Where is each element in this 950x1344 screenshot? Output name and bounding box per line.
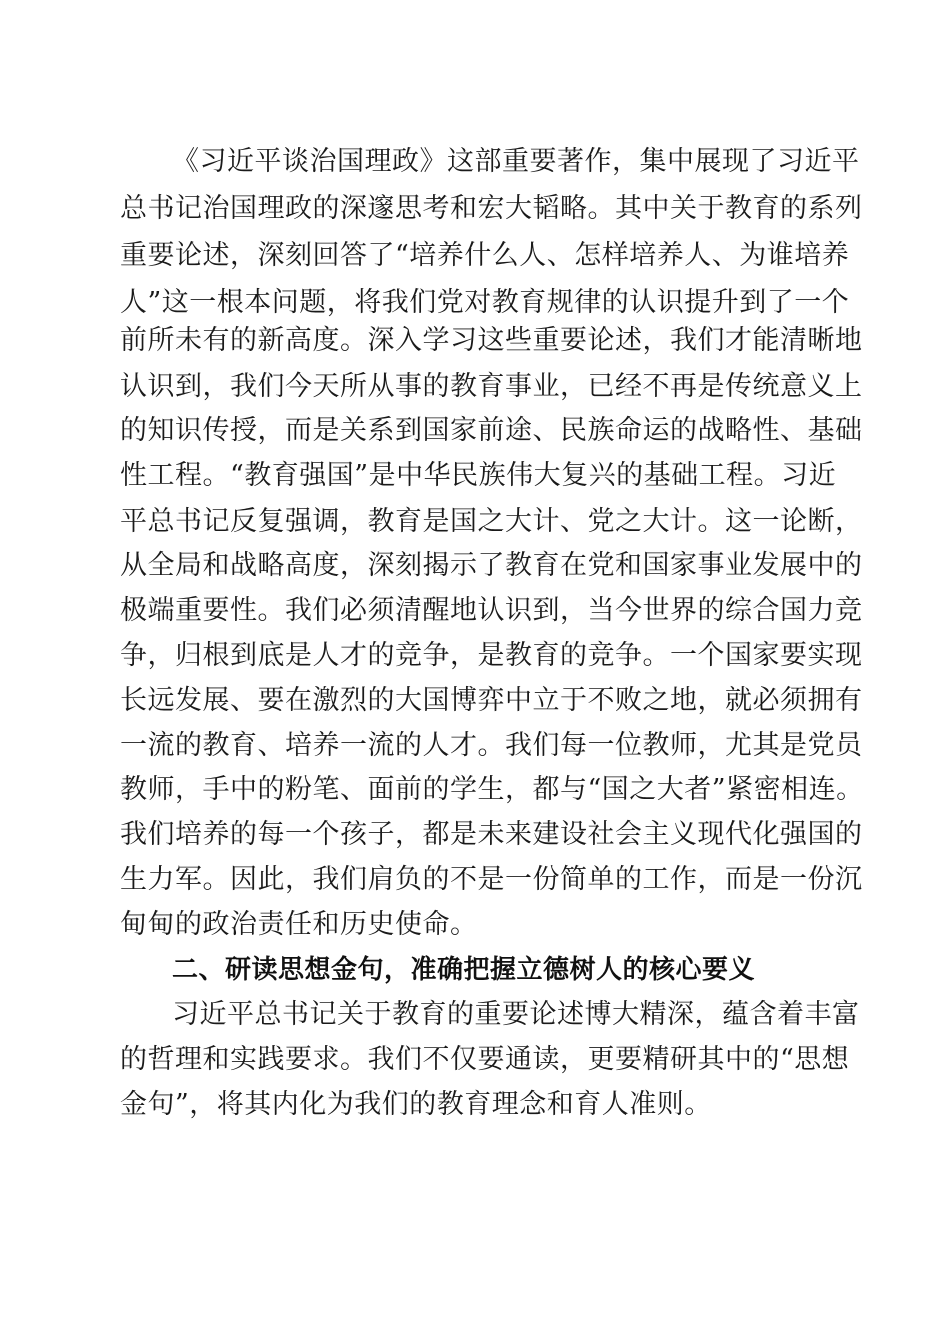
paragraph-1-line: 甸甸的政治责任和历史使命。 [120, 909, 478, 940]
paragraph-1-line: 争，归根到底是人才的竞争，是教育的竞争。一个国家要实现 [120, 640, 863, 671]
paragraph-1-line: 我们培养的每一个孩子，都是未来建设社会主义现代化强国的 [120, 819, 863, 850]
paragraph-1-line: 的知识传授，而是关系到国家前途、民族命运的战略性、基础 [120, 415, 863, 446]
paragraph-1-line: 从全局和战略高度，深刻揭示了教育在党和国家事业发展中的 [120, 550, 863, 581]
paragraph-1-line: 重要论述，深刻回答了“培养什么人、怎样培养人、为谁培养 [120, 240, 850, 271]
paragraph-1-line: 性工程。“教育强国”是中华民族伟大复兴的基础工程。习近 [120, 460, 837, 491]
section-heading: 二、研读思想金句，准确把握立德树人的核心要义 [172, 955, 756, 985]
paragraph-1-line: 教师，手中的粉笔、面前的学生，都与“国之大者”紧密相连。 [120, 774, 864, 805]
paragraph-1-line: 平总书记反复强调，教育是国之大计、党之大计。这一论断， [120, 506, 863, 537]
paragraph-1-line: 前所未有的新高度。深入学习这些重要论述，我们才能清晰地 [120, 325, 863, 356]
paragraph-1-line: 认识到，我们今天所从事的教育事业，已经不再是传统意义上 [120, 371, 863, 402]
paragraph-1-line: 极端重要性。我们必须清醒地认识到，当今世界的综合国力竞 [120, 595, 863, 626]
paragraph-1-line: 总书记治国理政的深邃思考和宏大韬略。其中关于教育的系列 [120, 193, 863, 224]
paragraph-1-line: 长远发展、要在激烈的大国博弈中立于不败之地，就必须拥有 [120, 685, 863, 716]
paragraph-1-line: 人”这一根本问题，将我们党对教育规律的认识提升到了一个 [120, 287, 850, 318]
paragraph-2-line: 的哲理和实践要求。我们不仅要通读，更要精研其中的“思想 [120, 1044, 850, 1075]
paragraph-2-line: 习近平总书记关于教育的重要论述博大精深，蕴含着丰富 [172, 999, 860, 1030]
paragraph-1-line: 一流的教育、培养一流的人才。我们每一位教师，尤其是党员 [120, 730, 863, 761]
paragraph-2-line: 金句”，将其内化为我们的教育理念和育人准则。 [120, 1089, 712, 1120]
paragraph-1-line: 《习近平谈治国理政》这部重要著作，集中展现了习近平 [172, 146, 860, 177]
paragraph-1-line: 生力军。因此，我们肩负的不是一份简单的工作，而是一份沉 [120, 864, 863, 895]
